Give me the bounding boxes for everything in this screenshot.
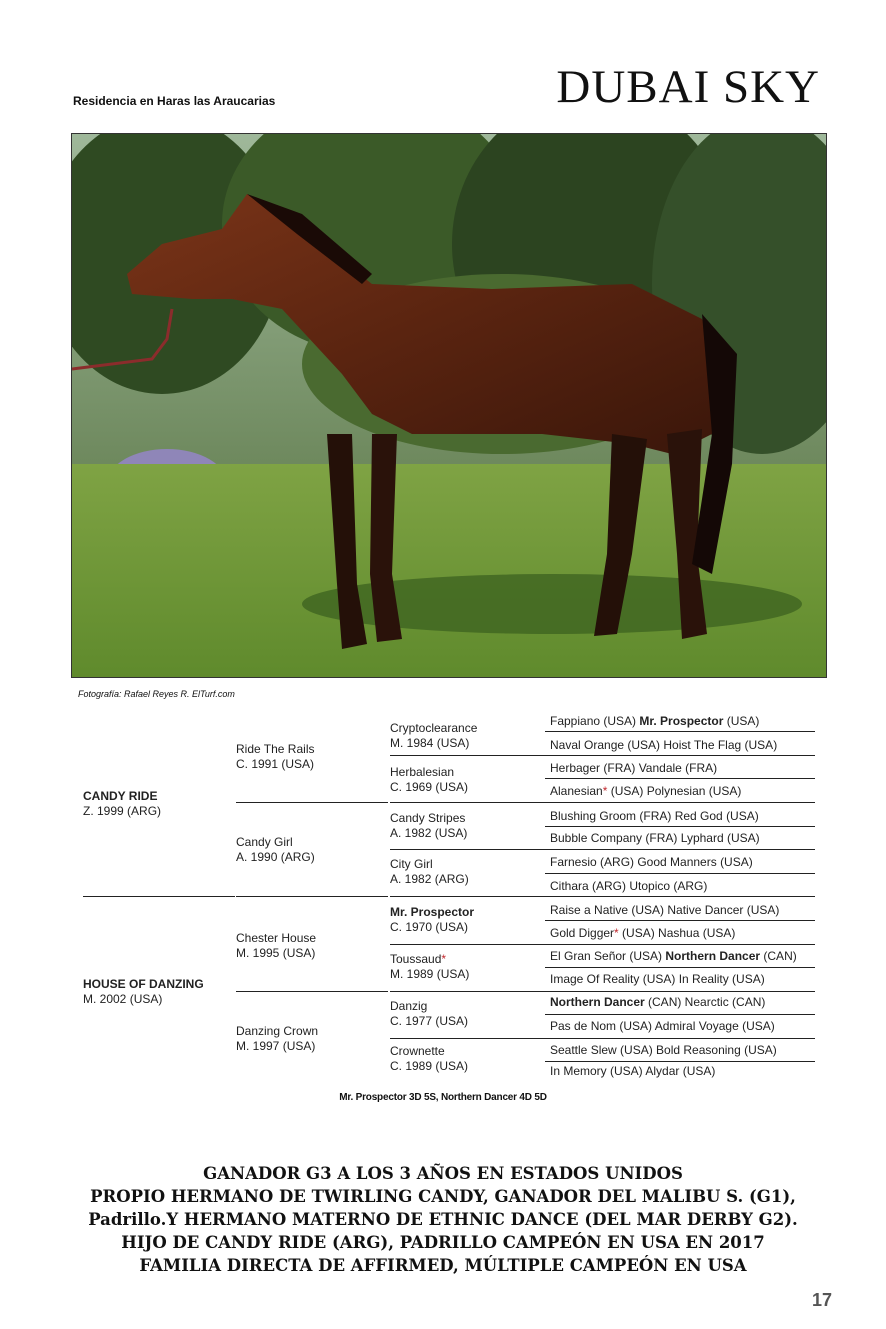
divider <box>390 802 545 803</box>
gen3-detail: M. 1984 (USA) <box>390 736 470 750</box>
divider <box>545 755 815 756</box>
gen4-row <box>550 1019 775 1033</box>
gen3-cell <box>390 765 468 795</box>
gen4-row <box>550 1064 715 1078</box>
gen2-cell <box>236 835 315 865</box>
gen3-name: Crownette <box>390 1044 445 1058</box>
gen2-name: Danzing Crown <box>236 1024 319 1038</box>
gen4-text: In Memory (USA) Alydar (USA) <box>550 1064 716 1078</box>
divider <box>545 991 815 992</box>
gen2-detail: A. 1990 (ARG) <box>236 850 315 864</box>
divider <box>390 944 545 945</box>
import-mark: * <box>602 784 608 798</box>
gen4-text: (CAN) <box>760 949 797 963</box>
gen3-cell <box>390 952 469 982</box>
gen4-row <box>550 831 760 845</box>
photo-credit: Fotografía: Rafael Reyes R. ElTurf.com <box>78 689 235 699</box>
gen4-row <box>550 903 779 917</box>
inbreeding-note: Mr. Prospector 3D 5S, Northern Dancer 4D 5D <box>339 1092 547 1103</box>
gen4-row <box>550 738 777 752</box>
gen4-text: Fappiano (USA) <box>550 714 640 728</box>
divider <box>545 778 815 779</box>
divider <box>545 896 815 897</box>
gen4-text: Naval Orange (USA) Hoist The Flag (USA) <box>550 738 778 752</box>
gen3-cell <box>390 811 467 841</box>
gen4-text: Alanesian <box>550 784 603 798</box>
dam-name: HOUSE OF DANZING <box>83 977 204 991</box>
residence-label: Residencia en Haras las Araucarias <box>73 94 276 108</box>
gen2-name: Ride The Rails <box>236 742 315 756</box>
divider <box>236 802 388 803</box>
divider <box>545 849 815 850</box>
gen3-name: Toussaud <box>390 952 442 966</box>
gen3-cell <box>390 857 469 887</box>
gen3-name: Candy Stripes <box>390 811 466 825</box>
divider <box>390 896 545 897</box>
gen3-name-wrap <box>390 952 469 967</box>
gen3-detail: C. 1969 (USA) <box>390 780 469 794</box>
sire-cell <box>83 789 161 819</box>
gen3-cell <box>390 1044 468 1074</box>
gen4-bold: Northern Dancer <box>665 949 761 963</box>
gen2-cell <box>236 742 314 772</box>
highlights-block <box>0 1162 886 1277</box>
gen3-name: Danzig <box>390 999 428 1013</box>
gen2-name: Chester House <box>236 931 317 945</box>
gen3-name: Cryptoclearance <box>390 721 478 735</box>
gen4-row <box>550 714 759 728</box>
gen4-text: Pas de Nom (USA) Admiral Voyage (USA) <box>550 1019 775 1033</box>
gen4-text: (CAN) Nearctic (CAN) <box>644 995 766 1009</box>
gen4-text: Image Of Reality (USA) In Reality (USA) <box>550 972 765 986</box>
divider <box>545 920 815 921</box>
gen2-detail: C. 1991 (USA) <box>236 757 315 771</box>
divider <box>390 1038 545 1039</box>
divider <box>545 802 815 803</box>
divider <box>545 1038 815 1039</box>
highlight-line: GANADOR G3 A LOS 3 AÑOS EN ESTADOS UNIDOS <box>203 1164 683 1183</box>
gen4-row <box>550 855 753 869</box>
gen4-text: Raise a Native (USA) Native Dancer (USA) <box>550 903 780 917</box>
gen3-cell <box>390 905 474 935</box>
gen3-detail: A. 1982 (USA) <box>390 826 468 840</box>
sire-detail: Z. 1999 (ARG) <box>83 804 162 818</box>
gen4-text: El Gran Señor (USA) <box>550 949 666 963</box>
gen4-text: Farnesio (ARG) Good Manners (USA) <box>550 855 753 869</box>
sire-name: CANDY RIDE <box>83 789 158 803</box>
gen4-text: Seattle Slew (USA) Bold Reasoning (USA) <box>550 1043 777 1057</box>
gen4-row <box>550 809 759 823</box>
gen2-cell <box>236 931 316 961</box>
divider <box>390 755 545 756</box>
gen3-name: Herbalesian <box>390 765 455 779</box>
divider <box>236 991 388 992</box>
divider <box>390 991 545 992</box>
dam-cell <box>83 977 204 1007</box>
gen4-text: (USA) Nashua (USA) <box>618 926 736 940</box>
gen4-row <box>550 1043 777 1057</box>
gen3-cell <box>390 999 468 1029</box>
gen3-cell <box>390 721 477 751</box>
import-mark: * <box>441 952 447 966</box>
gen4-row <box>550 784 741 798</box>
horse-photo <box>71 133 827 678</box>
gen4-text: Herbager (FRA) Vandale (FRA) <box>550 761 718 775</box>
divider <box>545 1061 815 1062</box>
gen2-cell <box>236 1024 318 1054</box>
gen2-detail: M. 1997 (USA) <box>236 1039 316 1053</box>
gen4-text: Cithara (ARG) Utopico (ARG) <box>550 879 708 893</box>
highlight-line: FAMILIA DIRECTA DE AFFIRMED, MÚLTIPLE CAMPEÓN EN USA <box>139 1256 747 1275</box>
gen3-name: City Girl <box>390 857 433 871</box>
gen4-text: Bubble Company (FRA) Lyphard (USA) <box>550 831 760 845</box>
gen3-detail: C. 1989 (USA) <box>390 1059 469 1073</box>
gen3-detail: C. 1970 (USA) <box>390 920 469 934</box>
divider <box>545 944 815 945</box>
divider <box>545 1014 815 1015</box>
divider <box>545 967 815 968</box>
gen4-row <box>550 972 765 986</box>
divider <box>236 896 388 897</box>
dam-detail: M. 2002 (USA) <box>83 992 163 1006</box>
divider <box>83 896 235 897</box>
highlight-line: Padrillo.Y HERMANO MATERNO DE ETHNIC DANCE (DEL MAR DERBY G2). <box>88 1210 798 1229</box>
gen4-row <box>550 761 717 775</box>
import-mark: * <box>614 926 619 940</box>
highlight-line: HIJO DE CANDY RIDE (ARG), PADRILLO CAMPEÓN EN USA EN 2017 <box>121 1233 765 1252</box>
gen4-row <box>550 926 735 940</box>
gen4-text: Gold Digger <box>550 926 615 940</box>
divider <box>545 731 815 732</box>
highlight-line: PROPIO HERMANO DE TWIRLING CANDY, GANADOR DEL MALIBU S. (G1), <box>90 1187 796 1206</box>
gen4-text: (USA) <box>723 714 760 728</box>
gen4-bold: Mr. Prospector <box>639 714 724 728</box>
gen3-detail: M. 1989 (USA) <box>390 967 470 981</box>
gen4-bold: Northern Dancer <box>550 995 645 1009</box>
page-title: DUBAI SKY <box>556 61 820 113</box>
divider <box>545 826 815 827</box>
gen3-detail: C. 1977 (USA) <box>390 1014 469 1028</box>
gen3-name: Mr. Prospector <box>390 905 475 919</box>
divider <box>545 873 815 874</box>
gen4-text: Blushing Groom (FRA) Red God (USA) <box>550 809 759 823</box>
gen4-row <box>550 995 765 1009</box>
gen2-name: Candy Girl <box>236 835 293 849</box>
gen4-text: (USA) Polynesian (USA) <box>607 784 742 798</box>
gen2-detail: M. 1995 (USA) <box>236 946 316 960</box>
divider <box>390 849 545 850</box>
gen3-detail: A. 1982 (ARG) <box>390 872 469 886</box>
page-number: 17 <box>811 1290 832 1310</box>
gen4-row <box>550 949 797 963</box>
gen4-row <box>550 879 707 893</box>
